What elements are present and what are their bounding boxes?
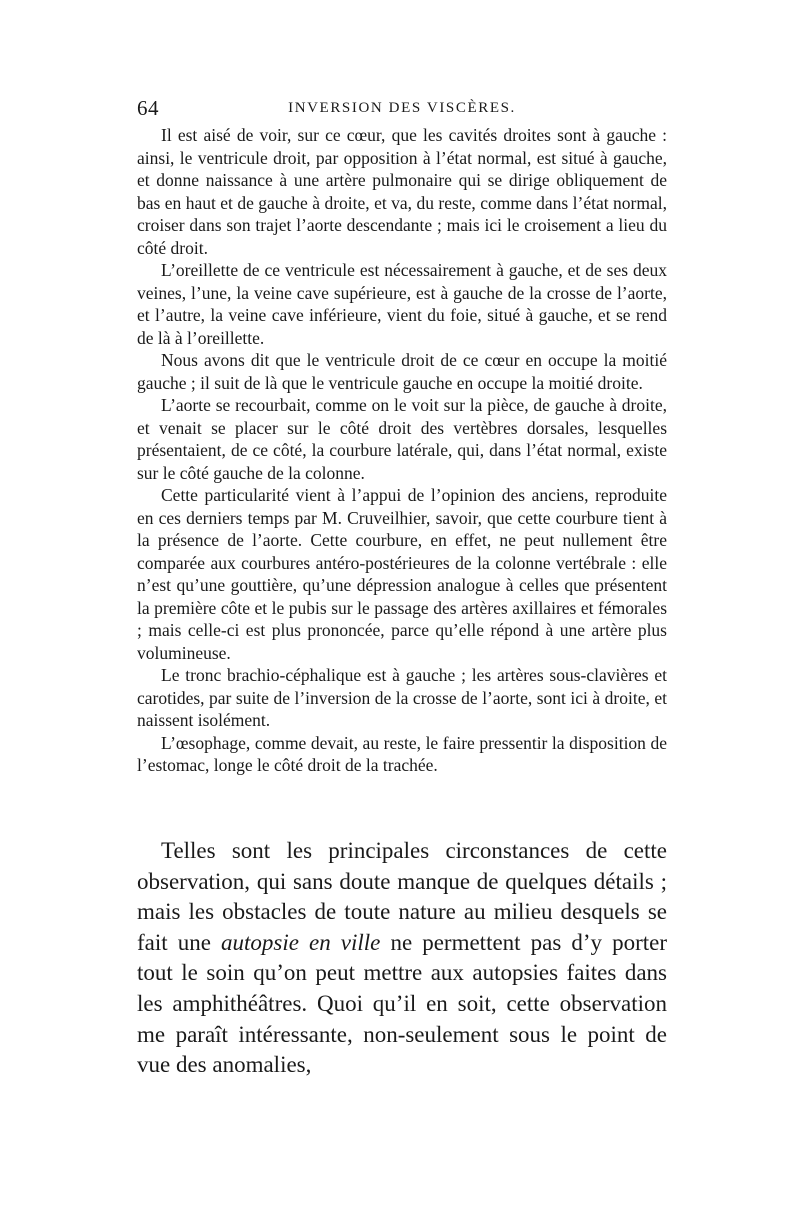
paragraph-ventricule: Nous avons dit que le ventricule droit de ce cœur en occupe la moitié gauche ; il suit de là que le ventricule gauche en occupe la moitié droite. — [137, 350, 667, 393]
paragraph-aorte: L’aorte se recourbait, comme on le voit sur la pièce, de gauche à droite, et venait se placer sur le côté droit des vertèbres dorsales, lesquelles présentaient, de ce côté, la courbure latérale, qui, dans l’état normal, existe sur le côté gauche de la colonne. — [137, 395, 667, 483]
paragraph-tronc: Le tronc brachio-céphalique est à gauche ; les artères sous-clavières et carotides, par suite de l’inversion de la crosse de l’aorte, sont ici à droite, et naissent isolément. — [137, 665, 667, 730]
paragraph-oesophage: L’œsophage, comme devait, au reste, le faire pressentir la disposition de l’estomac, longe le côté droit de la trachée. — [137, 732, 667, 775]
page-header — [137, 96, 667, 120]
body-text-small — [137, 124, 667, 777]
conclusion-italic-phrase: autopsie en ville — [221, 929, 381, 955]
paragraph-conclusion — [137, 836, 667, 1081]
page-number: 64 — [137, 96, 159, 120]
paragraph-cavites: Il est aisé de voir, sur ce cœur, que les cavités droites sont à gauche : ainsi, le ventricule droit, par opposition à l’état normal, est situé à gauche, et donne naissance à une artère pulmonaire qui se dirige obliquement de bas en haut et de gauche à droite, et va, du reste, comme dans l’état normal, croiser dans son trajet l’aorte descendante ; mais ici le croisement a lieu du côté droit. — [137, 125, 667, 258]
body-text-large — [137, 836, 667, 1081]
paragraph-particularite: Cette particularité vient à l’appui de l’opinion des anciens, reproduite en ces derniers temps par M. Cruveilhier, savoir, que cette courbure tient à la présence de l’aorte. Cette courbure, en effet, ne peut nullement être comparée aux courbures antéro-postérieures de la colonne vertébrale : elle n’est qu’une gouttière, qu’une dépression analogue à celles que présentent la première côte et le pubis sur le passage des artères axillaires et fémorales ; mais celle-ci est plus prononcée, parce qu’elle répond à une artère plus volumineuse. — [137, 485, 667, 663]
paragraph-oreillette: L’oreillette de ce ventricule est nécessairement à gauche, et de ses deux veines, l’une, la veine cave supérieure, est à gauche de la crosse de l’aorte, et l’autre, la veine cave inférieure, vient du foie, situé à gauche, et se rend de là à l’oreillette. — [137, 260, 667, 348]
conclusion-text-start: Telles sont les principales circonstances de cette observation, qui sans doute manque de quelques détails ; mais les obstacles de toute nature au milieu desquels se fait une — [137, 838, 667, 955]
running-title: INVERSION DES VISCÈRES. — [288, 100, 516, 116]
conclusion-text-end: ne permettent pas d’y porter tout le soin qu’on peut mettre aux autopsies faites dans les amphithéâtres. Quoi qu’il en soit, cette observation me paraît intéressante, non-seulement sous le point de vue des anomalies, — [137, 929, 667, 1078]
